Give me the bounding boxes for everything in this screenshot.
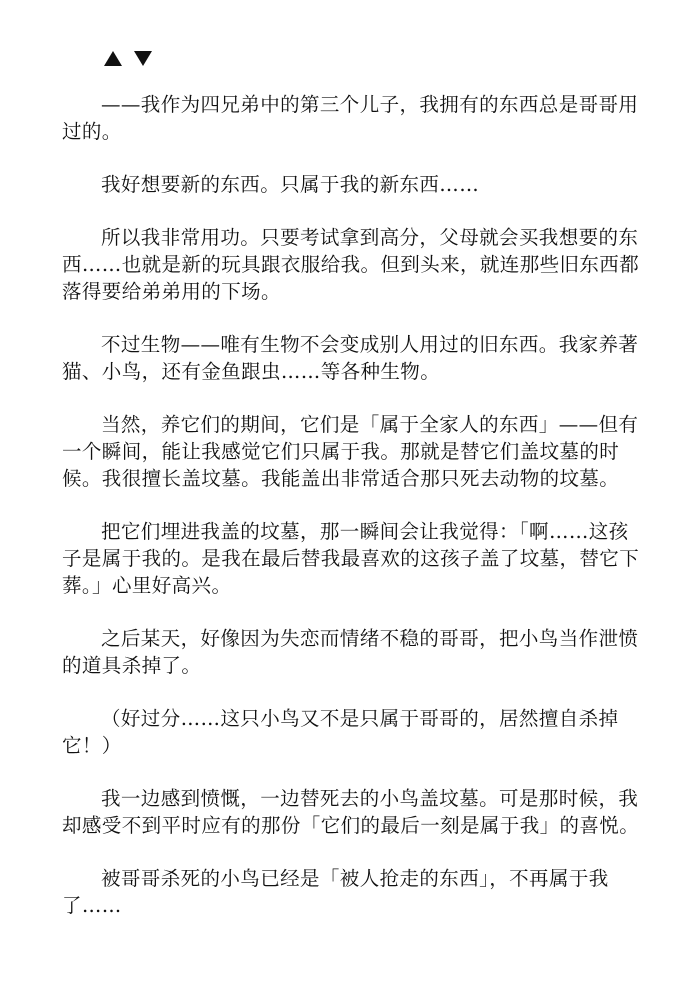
- story-text: [62, 91, 642, 945]
- paragraph-1: ——我作为四兄弟中的第三个儿子，我拥有的东西总是哥哥用过的。: [62, 93, 639, 143]
- paragraph-2: 我好想要新的东西。只属于我的新东西……: [101, 173, 480, 196]
- triangle-up-icon[interactable]: [104, 51, 122, 66]
- triangle-down-icon[interactable]: [134, 51, 152, 66]
- paragraph-3: 所以我非常用功。只要考试拿到高分，父母就会买我想要的东西……也就是新的玩具跟衣服给我。但到头来，就连那些旧东西都落得要给弟弟用的下场。: [62, 226, 640, 303]
- paragraph-5: 当然，养它们的期间，它们是「属于全家人的东西」——但有一个瞬间，能让我感觉它们只属于我。那就是替它们盖坟墓的时候。我很擅长盖坟墓。我能盖出非常适合那只死去动物的坟墓。: [62, 413, 639, 490]
- paragraph-6: 把它们埋进我盖的坟墓，那一瞬间会让我觉得：「啊……这孩子是属于我的。是我在最后替我最喜欢的这孩子盖了坟墓，替它下葬。」心里好高兴。: [62, 520, 640, 597]
- paragraph-10: 被哥哥杀死的小鸟已经是「被人抢走的东西」，不再属于我了……: [62, 867, 609, 917]
- page-navigation: [104, 46, 152, 70]
- paragraph-9: 我一边感到愤慨，一边替死去的小鸟盖坟墓。可是那时候，我却感受不到平时应有的那份「它们的最后一刻是属于我」的喜悦。: [62, 787, 640, 837]
- paragraph-7: 之后某天，好像因为失恋而情绪不稳的哥哥，把小鸟当作泄愤的道具杀掉了。: [62, 627, 639, 677]
- paragraph-4: 不过生物——唯有生物不会变成别人用过的旧东西。我家养著猫、小鸟，还有金鱼跟虫……等各种生物。: [62, 333, 639, 383]
- paragraph-8: （好过分……这只小鸟又不是只属于哥哥的，居然擅自杀掉它！）: [62, 707, 619, 757]
